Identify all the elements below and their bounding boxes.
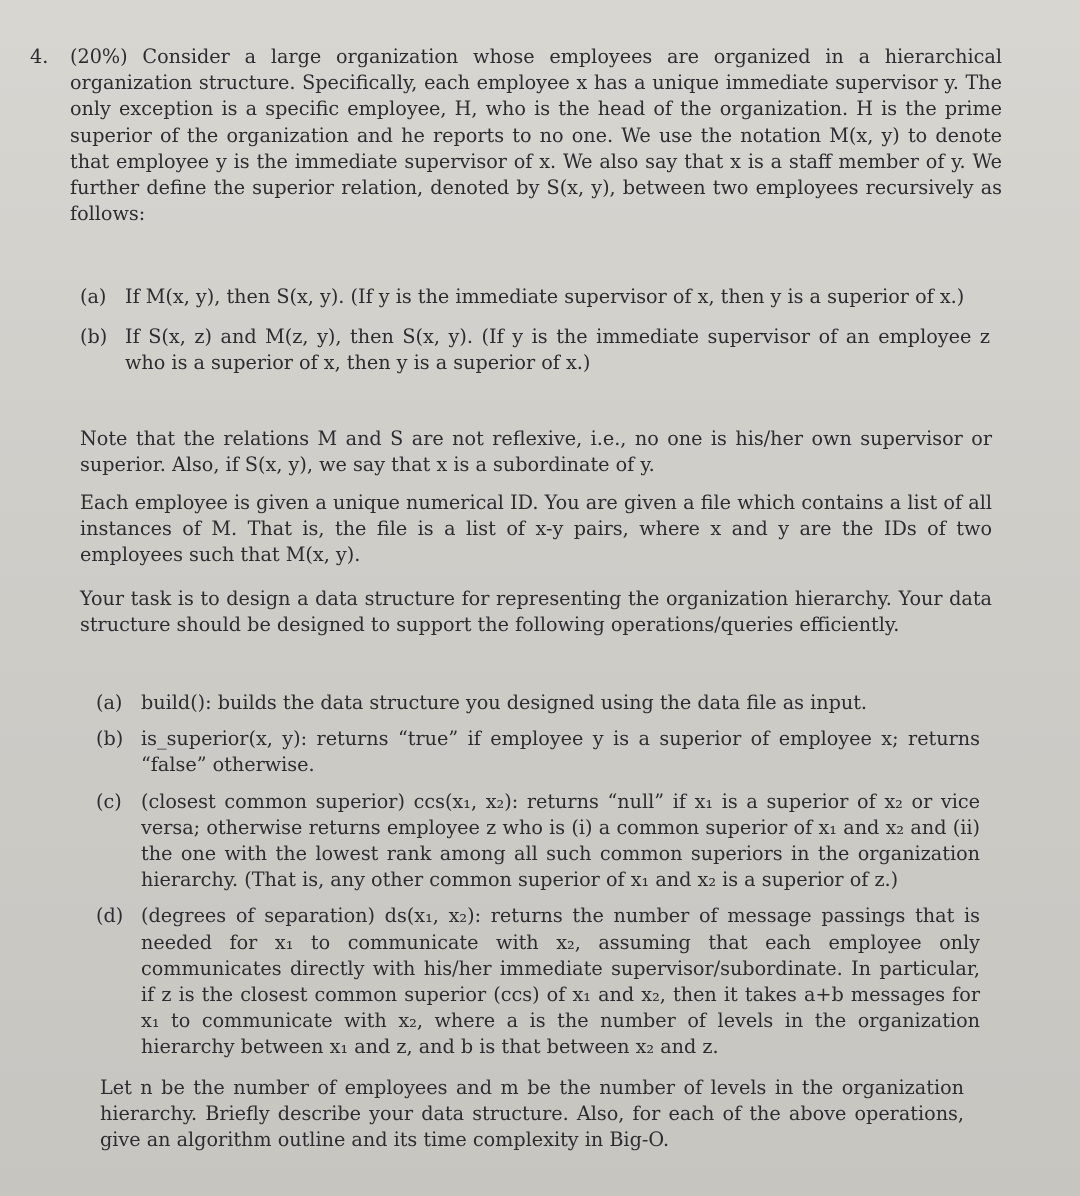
question-points: (20%) [70,45,128,68]
operation-ds [96,903,980,1060]
operation-label: (c) [96,789,122,813]
operation-text: (closest common superior) ccs(x₁, x₂): returns “null” if x₁ is a superior of x₂ or vice versa; otherwise returns employee z who is (i) a common superior of x₁ and x₂ and (ii) the one with the lowest rank among all such common superiors in the organization hierarchy. (That is, any other common superior of x₁ and x₂ is a superior of z.) [141,789,980,892]
paragraph-data-file: Each employee is given a unique numerical ID. You are given a file which contains a list of all instances of M. That is, the file is a list of x-y pairs, where x and y are the IDs of two employees such that M(x, y). [80,491,992,567]
superior-definitions [80,284,990,391]
operation-build [96,690,980,716]
question-intro-text [22,44,1002,227]
operation-label: (a) [96,691,123,714]
operation-ccs [96,789,980,894]
definition-b [80,324,990,376]
closing-instructions: Let n be the number of employees and m be the number of levels in the organization hierarchy. Briefly describe your data structure. Also, for each of the above operations, give an algorithm outline and its time complexity in Big-O. [100,1076,964,1152]
definition-text: If S(x, z) and M(z, y), then S(x, y). (If y is the immediate supervisor of an employee z who is a superior of x, then y is a superior of x.) [125,325,990,375]
operation-text: is_superior(x, y): returns “true” if employee y is a superior of employee x; returns “false” otherwise. [141,727,980,777]
operation-text: build(): builds the data structure you designed using the data file as input. [141,691,868,714]
operation-is-superior [96,726,980,778]
operation-label: (d) [96,904,124,928]
operation-text: (degrees of separation) ds(x₁, x₂): returns the number of message passings that is needed for x₁ to communicate with x₂, assuming that each employee only communicates directly with his/her immediate supervisor/subordinate. In particular, if z is the closest common superior (ccs) of x₁ and x₂, then it takes a+b messages for x₁ to communicate with x₂, where a is the number of levels in the organization hierarchy between x₁ and z, and b is that between x₂ and z. [141,904,980,1059]
definition-label: (b) [80,325,108,349]
question-intro [22,44,1002,227]
paragraph-relations-note: Note that the relations M and S are not reflexive, i.e., no one is his/her own supervisor or superior. Also, if S(x, y), we say that x is a subordinate of y. [80,427,992,477]
operations-list [96,690,980,1071]
definition-a [80,284,990,310]
definition-text: If M(x, y), then S(x, y). (If y is the immediate supervisor of x, then y is a superior of x.) [125,285,965,308]
question-number: 4. [30,45,49,68]
definition-label: (a) [80,285,107,308]
problem-sheet [22,30,1022,1170]
operation-label: (b) [96,727,124,751]
question-intro-body: Consider a large organization whose employees are organized in a hierarchical organization structure. Specifically, each employee x has a unique immediate supervisor y. The only exception is a specific employee, H, who is the head of the organization. H is the prime superior of the organization and he reports to no one. We use the notation M(x, y) to denote that employee y is the immediate supervisor of x. We also say that x is a staff member of y. We further define the superior relation, denoted by S(x, y), between two employees recursively as follows: [70,45,1002,226]
paragraph-task: Your task is to design a data structure for representing the organization hierarchy. Your data structure should be designed to support the following operations/queries efficiently. [80,587,992,637]
